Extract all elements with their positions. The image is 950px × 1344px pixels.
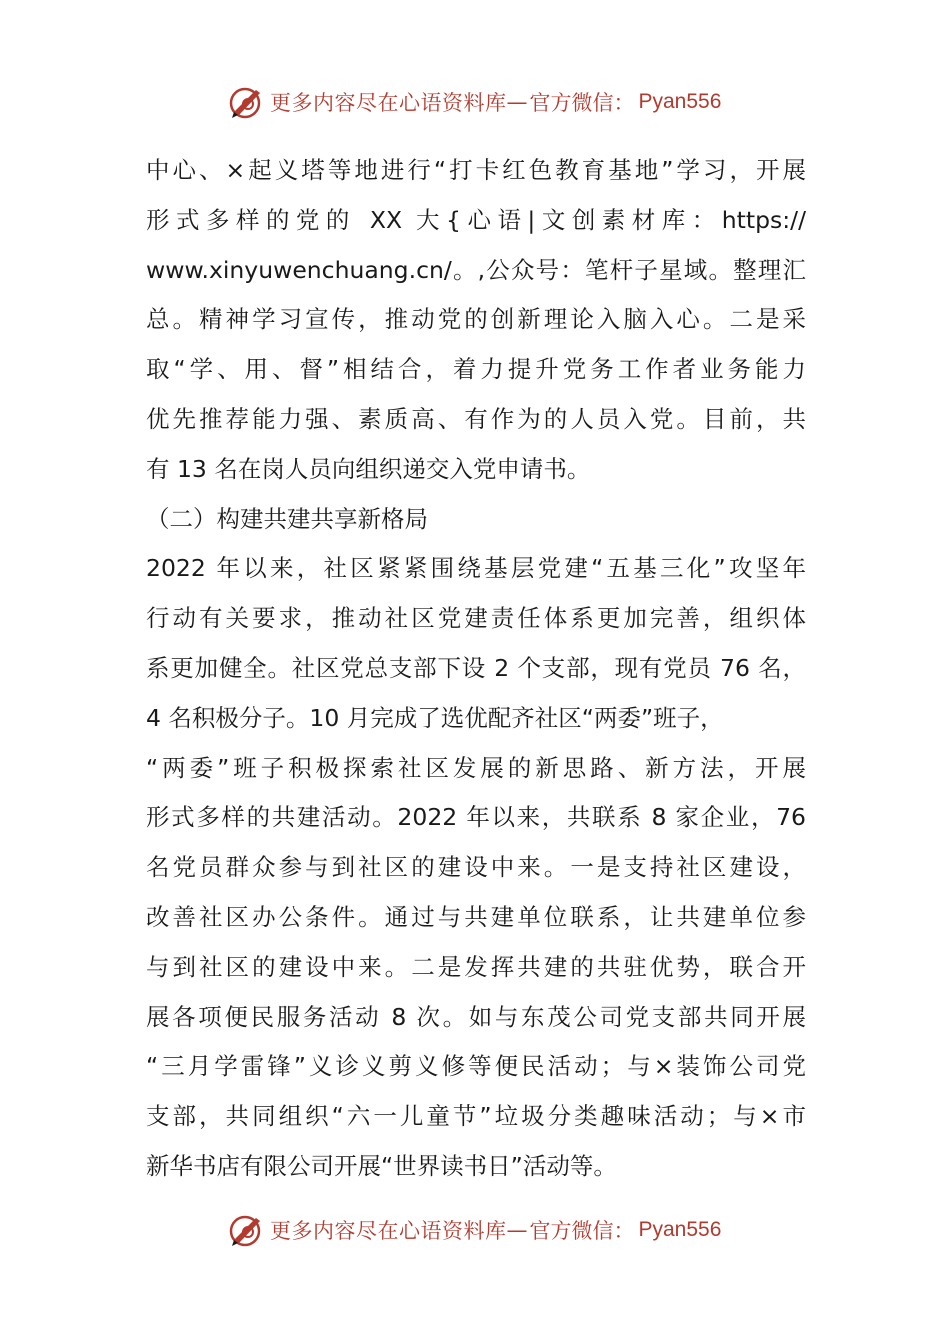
text-line: 展各项便民服务活动 8 次。如与东茂公司党支部共同开展 <box>146 1002 806 1031</box>
text-line: 与到社区的建设中来。二是发挥共建的共驻优势，联合开 <box>146 952 806 981</box>
wechat-label: 官方微信： <box>529 1219 635 1243</box>
text-line: 优先推荐能力强、素质高、有作为的人员入党。目前，共 <box>146 404 806 433</box>
wechat-id: Pyan556 <box>638 90 722 113</box>
text-line: 系更加健全。社区党总支部下设 2 个支部，现有党员 76 名， <box>146 653 806 682</box>
header-banner <box>226 82 746 122</box>
banner-text: 更多内容尽在心语资料库 <box>270 1219 507 1243</box>
text-line: 行动有关要求，推动社区党建责任体系更加完善，组织体 <box>146 604 806 633</box>
text-line: www.xinyuwenchuang.cn/。,公众号：笔杆子星域。整理汇 <box>146 255 806 284</box>
text-line: 取“学、用、督”相结合，着力提升党务工作者业务能力 <box>146 355 806 384</box>
wechat-id: Pyan556 <box>638 1218 722 1241</box>
text-line: 总。精神学习宣传，推动党的创新理论入脑入心。二是采 <box>146 305 806 334</box>
text-line: 形式多样的党的 XX 大{心语|文创素材库：https:// <box>146 205 806 234</box>
text-line: 中心、×起义塔等地进行“打卡红色教育基地”学习，开展 <box>146 156 806 184</box>
document-body <box>146 146 806 1192</box>
pen-logo-icon <box>226 82 266 122</box>
text-line: 支部，共同组织“六一儿童节”垃圾分类趣味活动；与×市 <box>146 1102 806 1131</box>
text-line: 形式多样的共建活动。2022 年以来，共联系 8 家企业，76 <box>146 803 806 832</box>
banner-text: 更多内容尽在心语资料库 <box>270 91 507 115</box>
text-line: 新华书店有限公司开展“世界读书日”活动等。 <box>146 1151 617 1180</box>
text-line: “三月学雷锋”义诊义剪义修等便民活动；与×装饰公司党 <box>146 1052 806 1081</box>
footer-banner <box>226 1210 746 1250</box>
wechat-label: 官方微信： <box>529 91 635 115</box>
text-line: 改善社区办公条件。通过与共建单位联系，让共建单位参 <box>146 902 806 931</box>
text-line: 名党员群众参与到社区的建设中来。一是支持社区建设， <box>146 853 806 882</box>
text-line: “两委”班子积极探索社区发展的新思路、新方法，开展 <box>146 753 806 782</box>
banner-separator: — <box>506 90 528 114</box>
pen-logo-icon <box>226 1210 266 1250</box>
text-line: 2022 年以来，社区紧紧围绕基层党建“五基三化”攻坚年 <box>146 554 806 583</box>
banner-separator: — <box>506 1218 528 1242</box>
section-heading: （二）构建共建共享新格局 <box>146 504 428 533</box>
text-line: 4 名积极分子。10 月完成了选优配齐社区“两委”班子， <box>146 703 724 732</box>
text-line: 有 13 名在岗人员向组织递交入党申请书。 <box>146 454 591 483</box>
